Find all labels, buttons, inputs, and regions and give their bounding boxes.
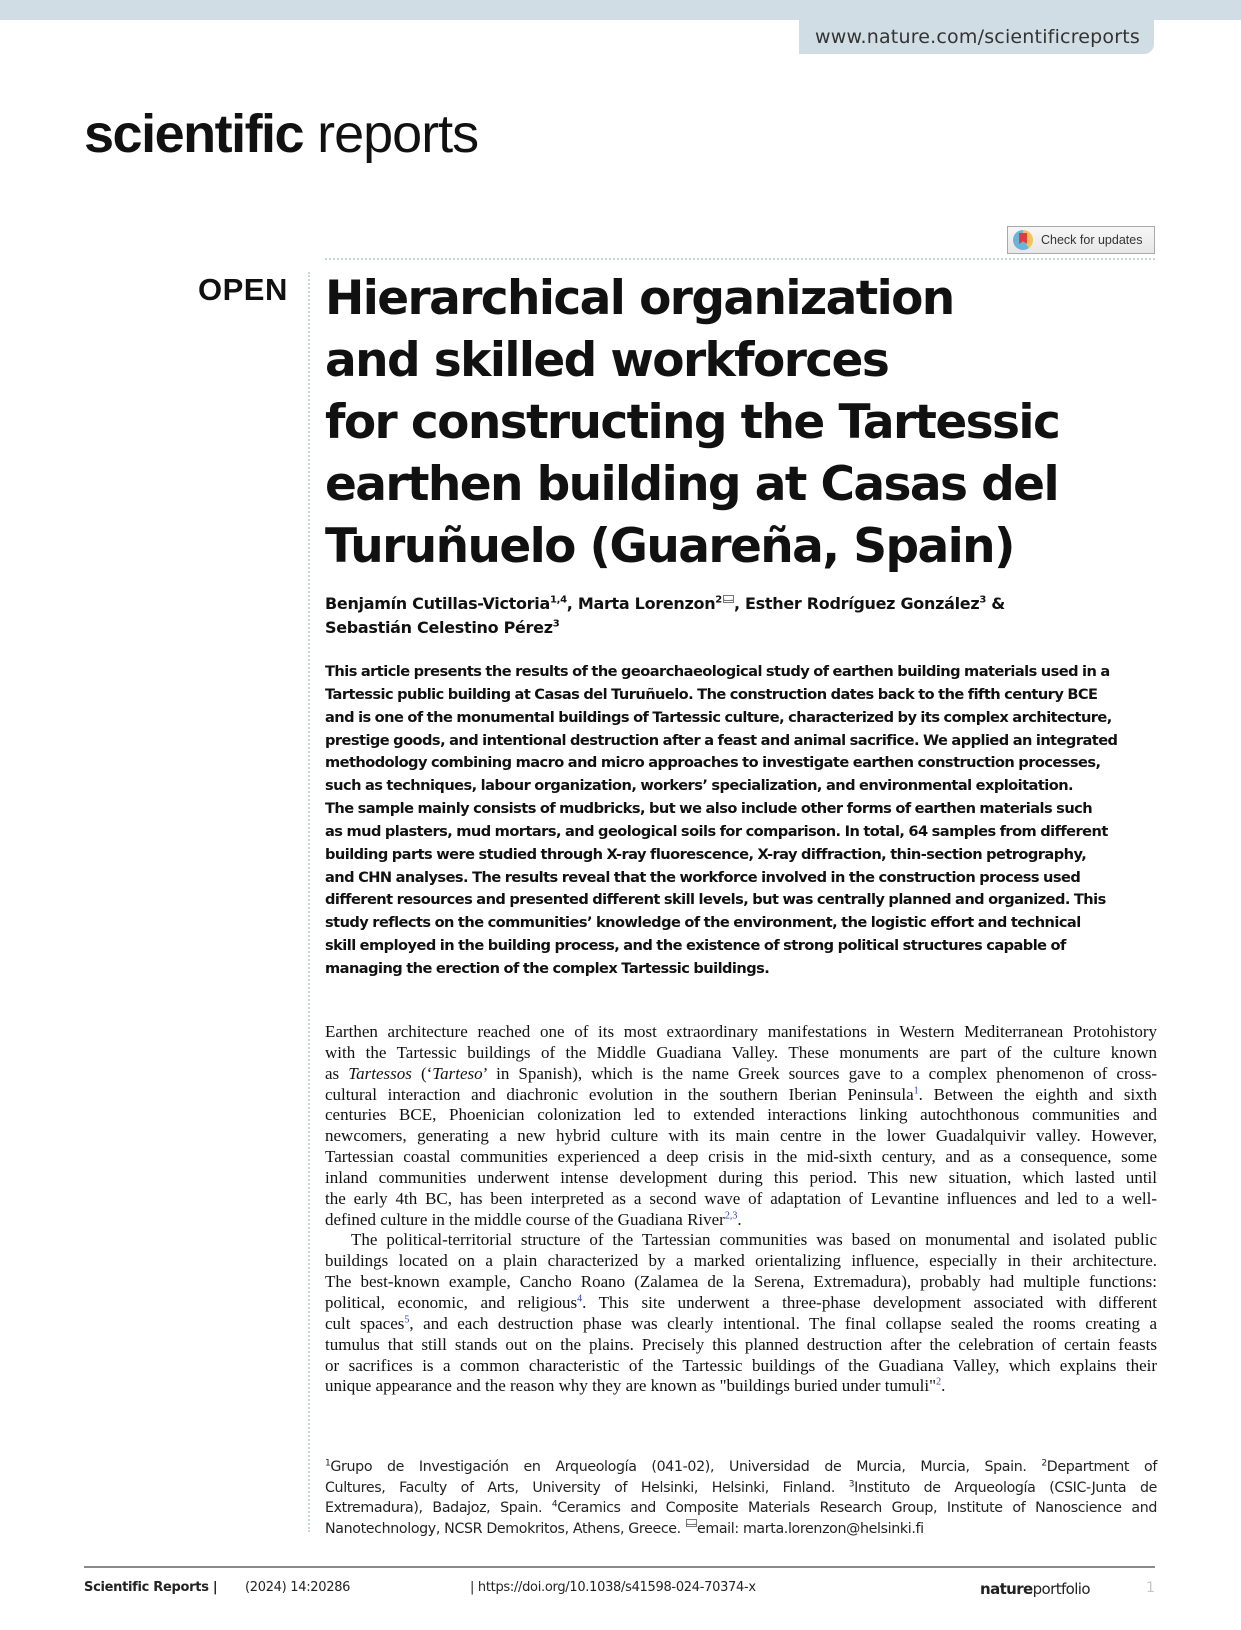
body-line: buildings located on a plain characterized by a marked orientalizing influence, especially in their architecture. xyxy=(325,1251,1157,1271)
author-affiliation-ref: 2 xyxy=(715,594,722,606)
italic-term: Tartessos xyxy=(348,1063,412,1083)
abstract-line: This article presents the results of the geoarchaeological study of earthen building materials used in a xyxy=(325,663,1110,680)
text-run: . This site underwent a three-phase development associated with different xyxy=(582,1292,1158,1312)
footer-volume: (2024) 14:20286 xyxy=(245,1580,351,1595)
logo-regular-text: reports xyxy=(317,104,479,164)
journal-url[interactable]: www.nature.com/scientificreports xyxy=(799,20,1154,54)
check-for-updates-button[interactable] xyxy=(1007,226,1155,254)
body-line xyxy=(325,1376,1157,1397)
text-run: defined culture in the middle course of the Guadiana River xyxy=(325,1209,725,1229)
body-line xyxy=(325,1314,1157,1335)
affiliation-line xyxy=(325,1457,1157,1478)
bookmark-update-icon xyxy=(1013,230,1033,250)
author-list xyxy=(325,592,1155,640)
body-text xyxy=(325,1022,1157,1397)
body-line: the early 4th BC, has been interpreted as a second wave of adaptation of Levantine influences and led to a well- xyxy=(325,1188,1157,1208)
author-separator: & xyxy=(986,594,1005,613)
body-line: The political-territorial structure of the Tartessian communities was based on monumental and isolated public xyxy=(351,1230,1157,1250)
body-line: centuries BCE, Phoenician colonization led to extended interactions linking autochthonous communities and xyxy=(325,1105,1157,1125)
publisher-logo-bold: nature xyxy=(980,1580,1033,1598)
author-affiliation-ref: 3 xyxy=(979,594,987,606)
author-name[interactable]: Esther Rodríguez González xyxy=(745,594,980,613)
body-line: Tartessian coastal communities experienced a deep crisis in the mid-sixth century, and as a consequence, some xyxy=(325,1147,1157,1167)
open-access-badge: OPEN xyxy=(198,272,288,307)
abstract-line: as mud plasters, mud mortars, and geological soils for comparison. In total, 64 samples from different xyxy=(325,822,1108,840)
paragraph-1 xyxy=(325,1022,1157,1230)
affiliations xyxy=(325,1457,1157,1539)
abstract-line: study reflects on the communities’ knowledge of the environment, the logistic effort and technical xyxy=(325,914,1081,932)
top-band xyxy=(0,0,1241,20)
abstract-line: Tartessic public building at Casas del Turuñuelo. The construction dates back to the fifth century BCE xyxy=(325,685,1098,703)
affiliation-number: 4 xyxy=(551,1499,558,1510)
author-name[interactable]: Benjamín Cutillas-Victoria xyxy=(325,594,550,613)
abstract-line: methodology combining macro and micro approaches to investigate earthen construction processes, xyxy=(325,754,1101,772)
reference-link[interactable]: 1 xyxy=(913,1084,919,1096)
affiliation-text: Cultures, Faculty of Arts, University of Helsinki, Helsinki, Finland. xyxy=(325,1479,849,1496)
reference-link[interactable]: 2 xyxy=(936,1376,942,1388)
affiliation-number: 3 xyxy=(848,1478,855,1489)
footer-rule xyxy=(84,1566,1155,1568)
affiliation-line xyxy=(325,1498,1157,1519)
abstract-line: such as techniques, labour organization, workers’ specialization, and environmental exploitation. xyxy=(325,777,1074,795)
abstract-line: different resources and presented different skill levels, but was centrally planned and organized. This xyxy=(325,891,1106,909)
affiliation-line xyxy=(325,1519,1157,1540)
article-title xyxy=(325,268,1125,578)
affiliation-text: Grupo de Investigación en Arqueología (041-02), Universidad de Murcia, Murcia, Spain. xyxy=(330,1459,1042,1475)
body-line xyxy=(325,1293,1157,1314)
author-separator: , xyxy=(733,594,746,613)
dotted-divider-horizontal xyxy=(325,258,1155,260)
affiliation-text: Department of xyxy=(1046,1459,1157,1475)
abstract-line: skill employed in the building process, and the existence of strong political structures capable of xyxy=(325,937,1066,955)
body-line xyxy=(325,1064,1157,1085)
text-run: political, economic, and religious xyxy=(325,1292,578,1312)
text-run: . xyxy=(737,1209,742,1229)
abstract-line: The sample mainly consists of mudbricks, but we also include other forms of earthen materials such xyxy=(325,800,1093,818)
envelope-icon xyxy=(686,1519,697,1527)
publisher-logo xyxy=(980,1580,1090,1598)
text-run: cult spaces xyxy=(325,1313,405,1333)
affiliation-number: 1 xyxy=(325,1458,331,1469)
reference-link[interactable]: 2,3 xyxy=(724,1209,738,1221)
body-line: newcomers, generating a new hybrid culture with its main centre in the lower Guadalquivir valley. However, xyxy=(325,1126,1157,1146)
title-line: Hierarchical organization xyxy=(325,271,954,326)
footer-doi-link[interactable]: | https://doi.org/10.1038/s41598-024-70374-x xyxy=(470,1580,756,1595)
body-line: Earthen architecture reached one of its most extraordinary manifestations in Western Mediterranean Protohistory xyxy=(325,1022,1157,1041)
body-line: tumulus that still stands out on the plains. Precisely this planned destruction after the celebration of certain feasts xyxy=(325,1334,1157,1354)
italic-term: Tarteso xyxy=(432,1063,483,1083)
abstract-line: managing the erection of the complex Tartessic buildings. xyxy=(325,959,770,977)
text-run: (‘ xyxy=(411,1063,433,1083)
author-name[interactable]: Sebastián Celestino Pérez xyxy=(325,618,553,637)
envelope-icon[interactable] xyxy=(723,595,734,603)
text-run: , and each destruction phase was clearly intentional. The final collapse sealed the rooms creating a xyxy=(409,1313,1158,1333)
author-separator: , xyxy=(566,594,578,613)
body-line: or sacrifices is a common characteristic of the Tartessic buildings of the Guadiana Valley, which explains their xyxy=(325,1355,1157,1375)
affiliation-text: Extremadura), Badajoz, Spain. xyxy=(325,1500,552,1516)
paragraph-2 xyxy=(325,1230,1157,1397)
text-run: as xyxy=(325,1063,349,1083)
title-line: earthen building at Casas del xyxy=(325,457,1058,512)
text-run: unique appearance and the reason why they are known as "buildings buried under tumuli" xyxy=(325,1376,937,1396)
text-run: ’ in Spanish), which is the name Greek sources gave to a complex phenomenon of cross- xyxy=(482,1063,1157,1083)
affiliation-text: Nanotechnology, NCSR Demokritos, Athens, Greece. xyxy=(325,1520,685,1537)
dotted-divider-vertical xyxy=(308,272,310,1532)
body-line xyxy=(325,1210,1157,1231)
body-line xyxy=(325,1085,1157,1106)
logo-bold-text: scientific xyxy=(84,104,304,164)
journal-logo xyxy=(84,102,478,166)
title-line: and skilled workforces xyxy=(325,333,889,388)
abstract xyxy=(325,661,1157,981)
author-affiliation-ref: 3 xyxy=(552,618,560,630)
title-line: for constructing the Tartessic xyxy=(325,395,1060,450)
publisher-logo-regular: portfolio xyxy=(1032,1580,1090,1598)
corresponding-email[interactable]: email: marta.lorenzon@helsinki.fi xyxy=(696,1520,924,1537)
text-run: cultural interaction and diachronic evolution in the southern Iberian Peninsula xyxy=(325,1084,914,1104)
check-for-updates-label: Check for updates xyxy=(1041,233,1143,247)
footer-journal-name: Scientific Reports | xyxy=(84,1580,218,1595)
body-line: with the Tartessic buildings of the Middle Guadiana Valley. These monuments are part of the culture known xyxy=(325,1042,1157,1062)
affiliation-line xyxy=(325,1478,1157,1499)
abstract-line: and is one of the monumental buildings of Tartessic culture, characterized by its complex architecture, xyxy=(325,708,1112,726)
body-line: inland communities underwent intense development during this period. This new situation, which lasted until xyxy=(325,1167,1157,1187)
reference-link[interactable]: 5 xyxy=(404,1314,410,1326)
text-run: . xyxy=(941,1376,946,1396)
affiliation-text: Ceramics and Composite Materials Research Group, Institute of Nanoscience and xyxy=(557,1500,1158,1516)
reference-link[interactable]: 4 xyxy=(577,1293,583,1305)
affiliation-number: 2 xyxy=(1041,1458,1047,1469)
abstract-line: prestige goods, and intentional destruction after a feast and animal sacrifice. We applied an integrated xyxy=(325,731,1118,749)
page-number: 1 xyxy=(1146,1580,1155,1596)
abstract-line: and CHN analyses. The results reveal that the workforce involved in the construction process used xyxy=(325,868,1081,886)
author-affiliation-ref: 1,4 xyxy=(549,594,567,606)
body-line: The best-known example, Cancho Roano (Zalamea de la Serena, Extremadura), probably had multiple functions: xyxy=(325,1272,1157,1292)
affiliation-text: Instituto de Arqueología (CSIC-Junta de xyxy=(854,1479,1157,1496)
author-name[interactable]: Marta Lorenzon xyxy=(577,594,716,613)
title-line: Turuñuelo (Guareña, Spain) xyxy=(325,519,1014,574)
abstract-line: building parts were studied through X-ray fluorescence, X-ray diffraction, thin-section petrography, xyxy=(325,845,1087,863)
text-run: . Between the eighth and sixth xyxy=(918,1084,1157,1104)
